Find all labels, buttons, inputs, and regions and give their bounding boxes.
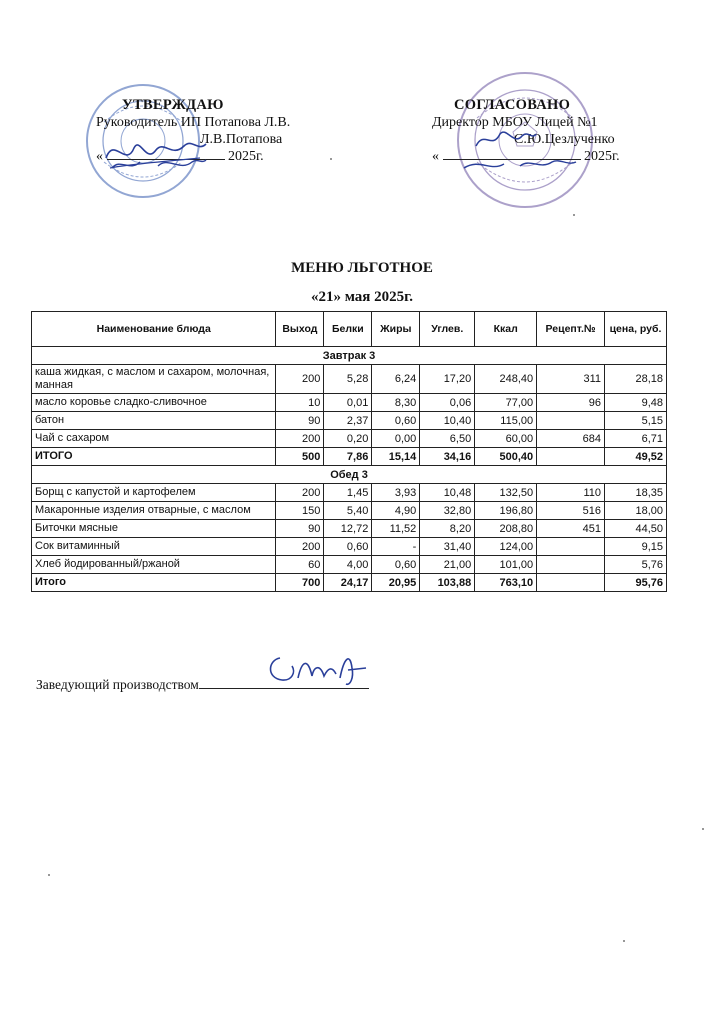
approval-name-right: С.Ю.Цезлученко <box>514 132 615 147</box>
scan-speck <box>330 158 332 160</box>
total-row <box>32 574 667 592</box>
cell-kcal: 500,40 <box>475 448 537 466</box>
cell-price: 18,00 <box>605 502 667 520</box>
cell-carbs: 6,50 <box>420 430 475 448</box>
cell-price: 28,18 <box>605 365 667 394</box>
section-header-row <box>32 466 667 484</box>
approval-name-left: Л.В.Потапова <box>200 132 283 147</box>
cell-carbs: 8,20 <box>420 520 475 538</box>
header-carbs: Углев. <box>420 312 475 347</box>
cell-kcal: 763,10 <box>475 574 537 592</box>
header-portion: Выход <box>276 312 324 347</box>
cell-recipe-number <box>537 412 605 430</box>
cell-protein: 2,37 <box>324 412 372 430</box>
cell-kcal: 60,00 <box>475 430 537 448</box>
cell-recipe-number: 684 <box>537 430 605 448</box>
cell-dish-name: Сок витаминный <box>32 538 276 556</box>
cell-price: 5,15 <box>605 412 667 430</box>
cell-fat: 8,30 <box>372 394 420 412</box>
cell-price: 18,35 <box>605 484 667 502</box>
cell-carbs: 21,00 <box>420 556 475 574</box>
table-header-row <box>32 312 667 347</box>
cell-carbs: 10,48 <box>420 484 475 502</box>
cell-dish-name: батон <box>32 412 276 430</box>
cell-recipe-number: 96 <box>537 394 605 412</box>
cell-fat: 15,14 <box>372 448 420 466</box>
cell-recipe-number: 311 <box>537 365 605 394</box>
cell-portion: 90 <box>276 520 324 538</box>
cell-portion: 200 <box>276 538 324 556</box>
table-row <box>32 394 667 412</box>
table-row <box>32 538 667 556</box>
cell-protein: 5,40 <box>324 502 372 520</box>
cell-recipe-number <box>537 448 605 466</box>
cell-dish-name: Борщ с капустой и картофелем <box>32 484 276 502</box>
cell-fat: 6,24 <box>372 365 420 394</box>
cell-portion: 60 <box>276 556 324 574</box>
cell-portion: 700 <box>276 574 324 592</box>
table-row <box>32 365 667 394</box>
approval-title-left: УТВЕРЖДАЮ <box>122 97 224 113</box>
cell-carbs: 34,16 <box>420 448 475 466</box>
cell-protein: 12,72 <box>324 520 372 538</box>
cell-recipe-number <box>537 556 605 574</box>
cell-carbs: 17,20 <box>420 365 475 394</box>
cell-fat: 0,60 <box>372 556 420 574</box>
cell-price: 5,76 <box>605 556 667 574</box>
cell-portion: 500 <box>276 448 324 466</box>
header-recipe-number: Рецепт.№ <box>537 312 605 347</box>
cell-dish-name: Макаронные изделия отварные, с маслом <box>32 502 276 520</box>
cell-carbs: 0,06 <box>420 394 475 412</box>
cell-carbs: 10,40 <box>420 412 475 430</box>
section-header-row <box>32 347 667 365</box>
section-title: Обед 3 <box>32 466 667 484</box>
cell-kcal: 101,00 <box>475 556 537 574</box>
cell-protein: 7,86 <box>324 448 372 466</box>
cell-portion: 150 <box>276 502 324 520</box>
cell-carbs: 103,88 <box>420 574 475 592</box>
cell-protein: 0,20 <box>324 430 372 448</box>
table-row <box>32 430 667 448</box>
cell-price: 6,71 <box>605 430 667 448</box>
approval-position-right: Директор МБОУ Лицей №1 <box>432 115 598 130</box>
menu-table <box>31 311 667 592</box>
cell-dish-name: Чай с сахаром <box>32 430 276 448</box>
approval-title-right: СОГЛАСОВАНО <box>454 97 571 113</box>
cell-protein: 4,00 <box>324 556 372 574</box>
cell-price: 49,52 <box>605 448 667 466</box>
cell-fat: 0,60 <box>372 412 420 430</box>
table-row <box>32 502 667 520</box>
table-row <box>32 484 667 502</box>
cell-carbs: 31,40 <box>420 538 475 556</box>
cell-portion: 200 <box>276 365 324 394</box>
signature-production-head <box>262 648 372 692</box>
cell-price: 9,48 <box>605 394 667 412</box>
scan-speck <box>623 940 625 942</box>
cell-kcal: 77,00 <box>475 394 537 412</box>
cell-kcal: 248,40 <box>475 365 537 394</box>
cell-portion: 200 <box>276 430 324 448</box>
cell-recipe-number <box>537 574 605 592</box>
table-row <box>32 556 667 574</box>
footer-label: Заведующий производством <box>36 677 199 692</box>
signature-left-date <box>108 152 208 178</box>
header-price: цена, руб. <box>605 312 667 347</box>
cell-protein: 0,01 <box>324 394 372 412</box>
signature-right-upper <box>470 124 540 154</box>
header-kcal: Ккал <box>475 312 537 347</box>
cell-portion: 90 <box>276 412 324 430</box>
cell-kcal: 196,80 <box>475 502 537 520</box>
cell-price: 9,15 <box>605 538 667 556</box>
cell-dish-name: Биточки мясные <box>32 520 276 538</box>
cell-dish-name: ИТОГО <box>32 448 276 466</box>
cell-protein: 1,45 <box>324 484 372 502</box>
signature-right-date <box>460 152 580 178</box>
section-title: Завтрак 3 <box>32 347 667 365</box>
cell-dish-name: Итого <box>32 574 276 592</box>
cell-kcal: 132,50 <box>475 484 537 502</box>
table-row <box>32 412 667 430</box>
cell-protein: 0,60 <box>324 538 372 556</box>
cell-carbs: 32,80 <box>420 502 475 520</box>
cell-fat: 4,90 <box>372 502 420 520</box>
cell-price: 44,50 <box>605 520 667 538</box>
cell-fat: 3,93 <box>372 484 420 502</box>
document-date: «21» мая 2025г. <box>310 289 414 305</box>
cell-portion: 200 <box>276 484 324 502</box>
cell-protein: 5,28 <box>324 365 372 394</box>
cell-kcal: 208,80 <box>475 520 537 538</box>
document-title: МЕНЮ ЛЬГОТНОЕ <box>291 260 433 276</box>
cell-fat: 0,00 <box>372 430 420 448</box>
cell-kcal: 124,00 <box>475 538 537 556</box>
approval-date-right: « 2025г. <box>432 149 620 164</box>
approval-position-left: Руководитель ИП Потапова Л.В. <box>96 115 291 130</box>
scan-speck <box>48 874 50 876</box>
total-row <box>32 448 667 466</box>
header-fat: Жиры <box>372 312 420 347</box>
cell-dish-name: масло коровье сладко-сливочное <box>32 394 276 412</box>
cell-portion: 10 <box>276 394 324 412</box>
scan-speck <box>573 214 575 216</box>
cell-fat: - <box>372 538 420 556</box>
table-row <box>32 520 667 538</box>
scan-speck <box>702 828 704 830</box>
cell-recipe-number: 110 <box>537 484 605 502</box>
cell-protein: 24,17 <box>324 574 372 592</box>
cell-recipe-number: 451 <box>537 520 605 538</box>
cell-fat: 20,95 <box>372 574 420 592</box>
cell-recipe-number: 516 <box>537 502 605 520</box>
cell-fat: 11,52 <box>372 520 420 538</box>
approval-date-left: « 2025г. <box>96 149 264 164</box>
cell-recipe-number <box>537 538 605 556</box>
header-protein: Белки <box>324 312 372 347</box>
header-dish-name: Наименование блюда <box>32 312 276 347</box>
cell-dish-name: каша жидкая, с маслом и сахаром, молочная, манная <box>32 365 276 394</box>
cell-kcal: 115,00 <box>475 412 537 430</box>
cell-dish-name: Хлеб йодированный/ржаной <box>32 556 276 574</box>
cell-price: 95,76 <box>605 574 667 592</box>
